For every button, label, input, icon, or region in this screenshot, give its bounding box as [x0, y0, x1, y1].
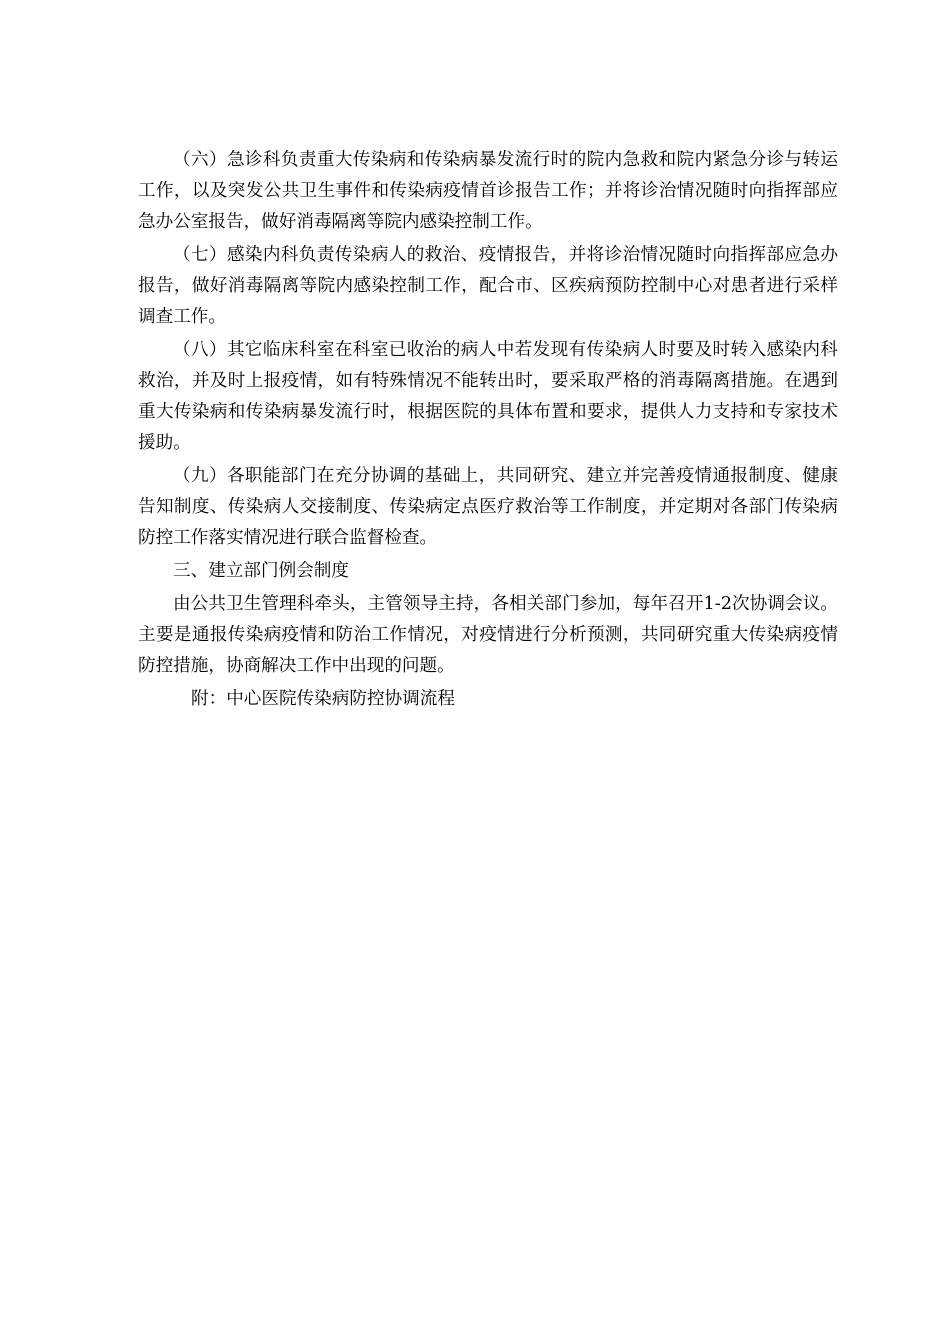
- document-body: [138, 145, 838, 715]
- paragraph-functional-departments: （九）各职能部门在充分协调的基础上，共同研究、建立并完善疫情通报制度、健康告知制度、传染病人交接制度、传染病定点医疗救治等工作制度，并定期对各部门传染病防控工作落实情况进行联合监督检查。: [138, 466, 838, 548]
- paragraph-meeting-system: 由公共卫生管理科牵头，主管领导主持，各相关部门参加，每年召开1-2次协调会议。主要是通报传染病疫情和防治工作情况，对疫情进行分析预测，共同研究重大传染病疫情防控措施，协商解决工作中出现的问题。: [138, 594, 838, 676]
- paragraph-other-clinical-departments: （八）其它临床科室在科室已收治的病人中若发现有传染病人时要及时转入感染内科救治，并及时上报疫情，如有特殊情况不能转出时，要采取严格的消毒隔离措施。在遇到重大传染病和传染病暴发流行时，根据医院的具体布置和要求，提供人力支持和专家技术援助。: [138, 340, 838, 453]
- section-heading-meeting-system: 三、建立部门例会制度: [173, 561, 349, 581]
- paragraph-emergency-department: （六）急诊科负责重大传染病和传染病暴发流行时的院内急救和院内紧急分诊与转运工作，以及突发公共卫生事件和传染病疫情首诊报告工作；并将诊治情况随时向指挥部应急办公室报告，做好消毒隔离等院内感染控制工作。: [138, 150, 838, 232]
- attachment-note: 附：中心医院传染病防控协调流程: [191, 689, 455, 709]
- paragraph-infectious-medicine: （七）感染内科负责传染病人的救治、疫情报告，并将诊治情况随时向指挥部应急办报告，做好消毒隔离等院内感染控制工作，配合市、区疾病预防控制中心对患者进行采样调查工作。: [138, 245, 838, 327]
